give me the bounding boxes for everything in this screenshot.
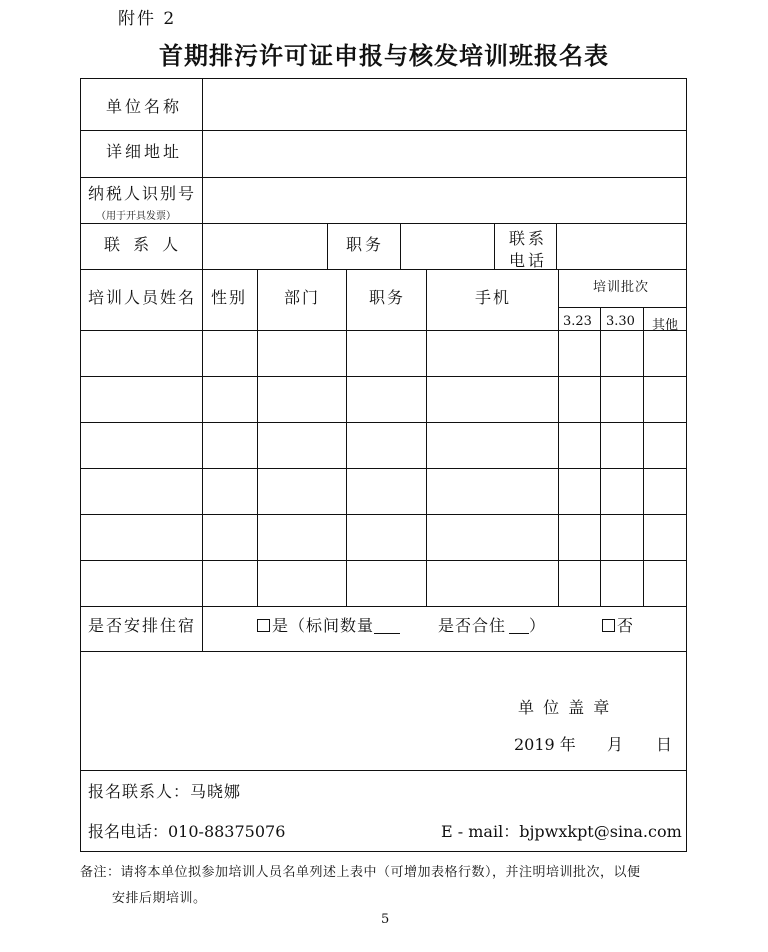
attachment-label: 附件 2: [118, 9, 177, 29]
row-divider: [80, 606, 687, 607]
table-row[interactable]: [81, 515, 686, 560]
col-divider: [494, 223, 495, 269]
column-header-position: 职务: [369, 288, 406, 307]
lodging-yes-option: [257, 613, 400, 636]
phone-label-line2: 电话: [509, 251, 548, 270]
column-header-name: 培训人员姓名: [88, 288, 197, 307]
seal-year: 2019 年: [514, 735, 576, 754]
table-row[interactable]: [81, 377, 686, 422]
registration-contact: 报名联系人：马晓娜: [88, 782, 242, 801]
contact-person-label: 联 系 人: [104, 235, 183, 254]
lodging-yes-label: 是（标间数量: [272, 616, 375, 635]
registration-phone: 报名电话：010-88375076: [88, 822, 286, 841]
column-header-batch: 培训批次: [593, 280, 650, 295]
footer-note-line1: 备注：请将本单位拟参加培训人员名单列述上表中（可增加表格行数），并注明培训批次，以便: [80, 865, 641, 880]
row-divider: [80, 770, 687, 771]
contact-phone-field[interactable]: [557, 224, 686, 269]
lodging-yes-checkbox[interactable]: [257, 619, 270, 632]
address-label: 详细地址: [106, 142, 183, 161]
share-room-blank[interactable]: [509, 619, 529, 634]
batch-option-3: 其他: [652, 318, 679, 333]
position-label: 职务: [346, 235, 385, 254]
phone-label-line1: 联系: [509, 229, 548, 248]
address-field[interactable]: [203, 131, 686, 177]
column-header-department: 部门: [284, 288, 321, 307]
col-divider: [327, 223, 328, 269]
lodging-share-option: [438, 613, 546, 636]
table-row[interactable]: [81, 331, 686, 376]
column-header-gender: 性别: [211, 288, 248, 307]
batch-option-1: 3.23: [563, 314, 592, 329]
contact-person-field[interactable]: [203, 224, 327, 269]
seal-day: 日: [656, 735, 673, 754]
batch-option-2: 3.30: [606, 314, 635, 329]
table-row[interactable]: [81, 423, 686, 468]
unit-seal-label: 单 位 盖 章: [518, 698, 612, 717]
position-field[interactable]: [401, 224, 494, 269]
batch-subheader-divider: [558, 307, 687, 308]
taxpayer-id-note: （用于开具发票）: [96, 211, 176, 222]
col-divider: [202, 606, 203, 651]
lodging-share-label: 是否合住: [438, 616, 507, 635]
lodging-no-label: 否: [617, 616, 634, 635]
footer-note-line2: 安排后期培训。: [112, 891, 207, 906]
taxpayer-id-field[interactable]: [203, 178, 686, 223]
taxpayer-id-label: 纳税人识别号: [88, 184, 197, 203]
unit-name-field[interactable]: [203, 79, 686, 130]
lodging-close-paren: ）: [529, 616, 547, 635]
lodging-no-option: [602, 613, 633, 636]
lodging-label: 是否安排住宿: [88, 616, 197, 635]
page-number: 5: [381, 912, 390, 927]
table-row[interactable]: [81, 469, 686, 514]
row-divider: [80, 651, 687, 652]
unit-name-label: 单位名称: [106, 97, 183, 116]
column-header-mobile: 手机: [475, 288, 512, 307]
room-count-blank[interactable]: [374, 619, 400, 634]
table-row[interactable]: [81, 561, 686, 606]
registration-email: E - mail：bjpwxkpt@sina.com: [441, 822, 682, 841]
row-divider: [80, 269, 687, 270]
form-title: 首期排污许可证申报与核发培训班报名表: [159, 42, 609, 70]
lodging-no-checkbox[interactable]: [602, 619, 615, 632]
seal-month: 月: [607, 735, 624, 754]
